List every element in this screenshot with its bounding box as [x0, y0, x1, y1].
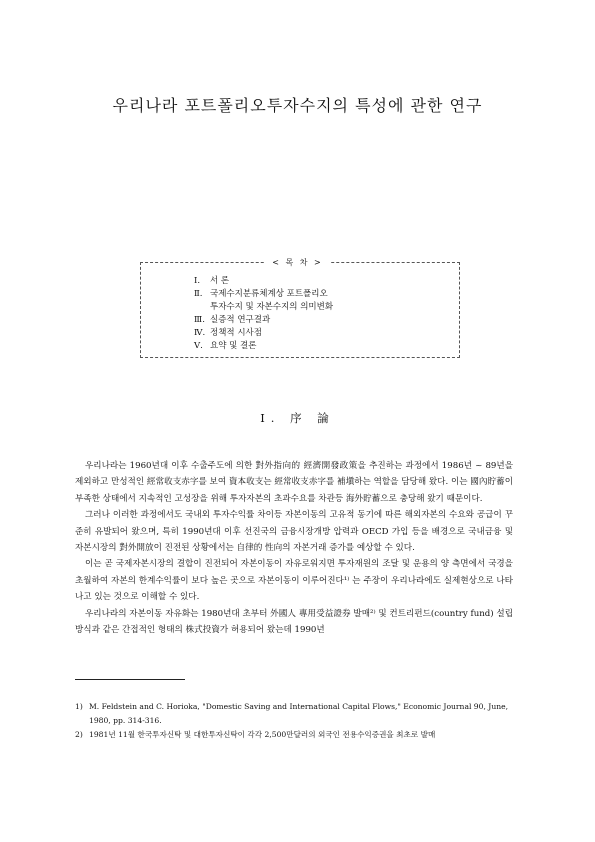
toc-item [194, 288, 333, 301]
toc-item-text: 국제수지분류체계상 포트폴리오 [210, 289, 328, 299]
toc-item-text: 투자수지 및 자본수지의 의미변화 [210, 302, 334, 312]
toc-item-text: 실증적 연구결과 [210, 315, 271, 325]
toc-item [194, 340, 333, 353]
toc-item-number: Ⅴ. [194, 341, 203, 351]
toc-item-continuation [194, 301, 333, 314]
paragraph: 그러나 이러한 과정에서도 국내외 투자수익률 차이등 자본이동의 고유적 동기에 따른 해외자본의 수요와 공급이 꾸준히 유발되어 왔으며, 특히 1990년대 이후 선진국의 금융시장개방 압력과 OECD 가입 등을 배경으로 국내금융 및 자본시장의 對外開放이 진전된 상황에서는 自律的 性向의 자본거래 증가를 예상할 수 있다. [75, 510, 513, 554]
toc-heading-row [0, 250, 595, 269]
section-heading: Ⅰ. 序 論 [260, 411, 335, 425]
toc-item-number: Ⅰ. [194, 276, 201, 286]
footnote-divider [75, 679, 185, 680]
toc-item [194, 327, 333, 340]
paragraph: 이는 곧 국제자본시장의 결합이 진전되어 자본이동이 자유로워지면 투자재원의 조달 및 운용의 양 측면에서 국경을 초월하여 자본의 한계수익률이 보다 높은 곳으로 자본이동이 이루어진다¹⁾ 는 주장이 우리나라에도 실제현상으로 나타나고 있는 것으로 이해할 수 있다. [75, 559, 513, 603]
footnote-text: 1981년 11월 한국투자신탁 및 대한투자신탁이 각각 2,500만달러의 외국인 전용수익증권을 최초로 발매 [89, 730, 436, 739]
toc-item-text: 정책적 시사점 [210, 328, 262, 338]
paragraph: 우리나라의 자본이동 자유화는 1980년대 초부터 外國人 專用受益證券 발매²⁾ 및 컨트리펀드(country fund) 설립방식과 같은 간접적인 형태의 株式投資가 허용되어 왔는데 1990년 [75, 608, 513, 636]
toc-item [194, 275, 333, 288]
body-text [75, 458, 513, 638]
toc-item-number: Ⅱ. [194, 289, 203, 299]
toc-item-text: 요약 및 결론 [210, 341, 257, 351]
footnote [75, 728, 513, 742]
toc-heading: < 목 차 > [264, 258, 331, 267]
footnote-text: M. Feldstein and C. Horioka, "Domestic Saving and International Capital Flows," Economic Journal 90, June, 1980, pp. 314-316. [89, 702, 509, 725]
footnotes [75, 700, 513, 742]
toc-item-text: 서 론 [210, 276, 230, 286]
footnote-number: 2) [75, 730, 83, 739]
toc-list [194, 275, 333, 353]
paragraph: 우리나라는 1960년대 이후 수출주도에 의한 對外指向的 經濟開發政策을 추진하는 과정에서 1986년 ~ 89년을 제외하고 만성적인 經常收支赤字를 보여 資本收支는 經常收支赤字를 補塡하는 역할을 담당해 왔다. 이는 國內貯蓄이 부족한 상태에서 지속적인 고성장을 위해 투자자본의 초과수요를 차관등 海外貯蓄으로 충당해 왔기 때문이다. [75, 461, 513, 504]
footnote-number: 1) [75, 702, 83, 711]
toc-item-number: Ⅲ. [194, 315, 205, 325]
document-title: 우리나라 포트폴리오투자수지의 특성에 관한 연구 [112, 96, 483, 115]
toc-item [194, 314, 333, 327]
toc-item-number: Ⅳ. [194, 328, 206, 338]
footnote [75, 700, 513, 728]
